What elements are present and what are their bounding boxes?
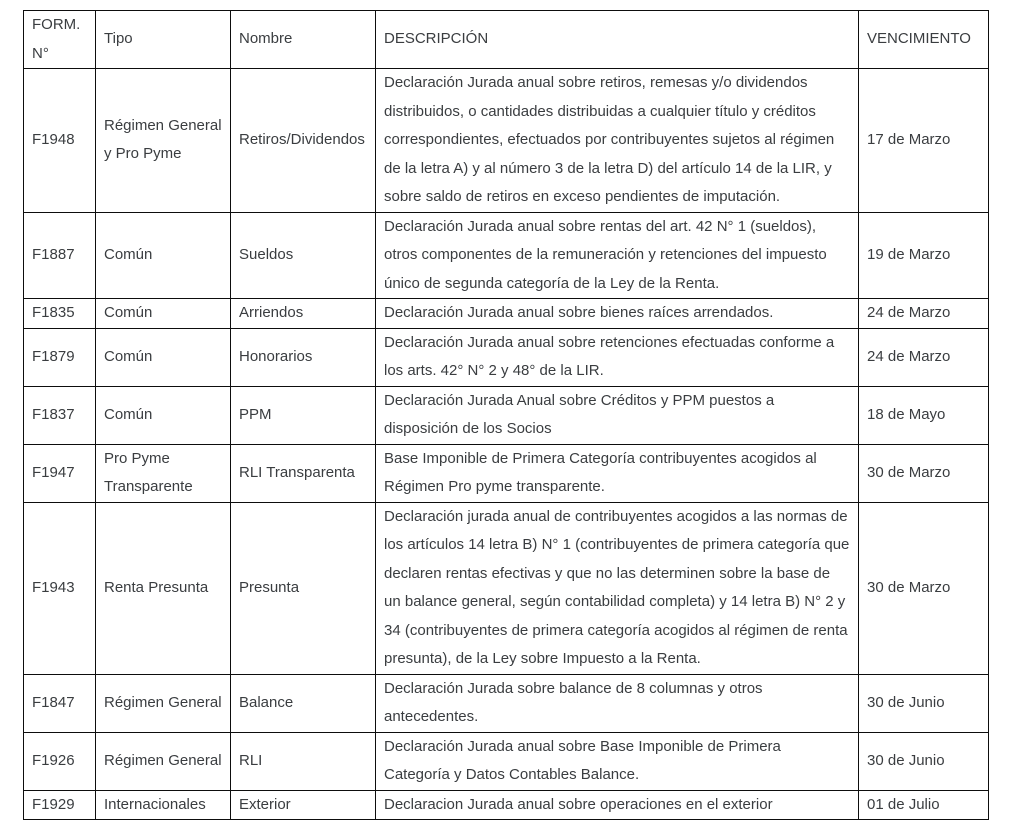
form-number-cell: F1943 xyxy=(24,502,96,674)
column-header-form-number: FORM. N° xyxy=(24,11,96,69)
vencimiento-cell: 30 de Marzo xyxy=(859,444,989,502)
nombre-cell: Balance xyxy=(231,674,376,732)
tipo-cell: Pro Pyme Transparente xyxy=(96,444,231,502)
tipo-cell: Común xyxy=(96,328,231,386)
declaraciones-juradas-table xyxy=(23,10,989,820)
table-row xyxy=(24,502,989,674)
vencimiento-cell: 30 de Junio xyxy=(859,732,989,790)
nombre-cell: Sueldos xyxy=(231,212,376,299)
tipo-cell: Régimen General y Pro Pyme xyxy=(96,69,231,213)
header-row xyxy=(24,11,989,69)
tipo-cell: Común xyxy=(96,212,231,299)
descripcion-cell: Declaración Jurada anual sobre retiros, remesas y/o dividendos distribuidos, o cantidades distribuidas a cualquier título y créditos correspondientes, efectuados por contribuyentes sujetos al régimen de la letra A) y al número 3 de la letra D) del artículo 14 de la LIR, y sobre saldo de retiros en exceso pendientes de imputación. xyxy=(376,69,859,213)
form-number-cell: F1947 xyxy=(24,444,96,502)
nombre-cell: Retiros/Dividendos xyxy=(231,69,376,213)
form-number-cell: F1837 xyxy=(24,386,96,444)
table-row xyxy=(24,674,989,732)
vencimiento-cell: 30 de Junio xyxy=(859,674,989,732)
nombre-cell: Presunta xyxy=(231,502,376,674)
column-header-nombre: Nombre xyxy=(231,11,376,69)
nombre-cell: Honorarios xyxy=(231,328,376,386)
nombre-cell: RLI Transparenta xyxy=(231,444,376,502)
column-header-vencimiento: VENCIMIENTO xyxy=(859,11,989,69)
descripcion-cell: Declaración Jurada Anual sobre Créditos y PPM puestos a disposición de los Socios xyxy=(376,386,859,444)
vencimiento-cell: 18 de Mayo xyxy=(859,386,989,444)
descripcion-cell: Base Imponible de Primera Categoría contribuyentes acogidos al Régimen Pro pyme transparente. xyxy=(376,444,859,502)
table-row xyxy=(24,732,989,790)
table-row xyxy=(24,69,989,213)
descripcion-cell: Declaración Jurada anual sobre bienes raíces arrendados. xyxy=(376,299,859,329)
table-row xyxy=(24,790,989,820)
form-number-cell: F1929 xyxy=(24,790,96,820)
tipo-cell: Común xyxy=(96,299,231,329)
form-number-cell: F1879 xyxy=(24,328,96,386)
tipo-cell: Común xyxy=(96,386,231,444)
nombre-cell: Exterior xyxy=(231,790,376,820)
column-header-descripcion: DESCRIPCIÓN xyxy=(376,11,859,69)
table-row xyxy=(24,212,989,299)
vencimiento-cell: 30 de Marzo xyxy=(859,502,989,674)
descripcion-cell: Declaración Jurada sobre balance de 8 columnas y otros antecedentes. xyxy=(376,674,859,732)
nombre-cell: PPM xyxy=(231,386,376,444)
descripcion-cell: Declaracion Jurada anual sobre operaciones en el exterior xyxy=(376,790,859,820)
form-number-cell: F1887 xyxy=(24,212,96,299)
vencimiento-cell: 24 de Marzo xyxy=(859,328,989,386)
vencimiento-cell: 19 de Marzo xyxy=(859,212,989,299)
form-number-cell: F1926 xyxy=(24,732,96,790)
descripcion-cell: Declaración Jurada anual sobre retenciones efectuadas conforme a los arts. 42° N° 2 y 48° de la LIR. xyxy=(376,328,859,386)
form-number-cell: F1847 xyxy=(24,674,96,732)
nombre-cell: RLI xyxy=(231,732,376,790)
form-number-cell: F1948 xyxy=(24,69,96,213)
tipo-cell: Régimen General xyxy=(96,732,231,790)
tipo-cell: Régimen General xyxy=(96,674,231,732)
table-row xyxy=(24,386,989,444)
form-number-cell: F1835 xyxy=(24,299,96,329)
tipo-cell: Internacionales xyxy=(96,790,231,820)
descripcion-cell: Declaración jurada anual de contribuyentes acogidos a las normas de los artículos 14 letra B) N° 1 (contribuyentes de primera categoría que declaren rentas efectivas y que no las determinen sobre la base de un balance general, según contabilidad completa) y 14 letra B) N° 2 y 34 (contribuyentes de primera categoría acogidos al régimen de renta presunta), de la Ley sobre Impuesto a la Renta. xyxy=(376,502,859,674)
nombre-cell: Arriendos xyxy=(231,299,376,329)
descripcion-cell: Declaración Jurada anual sobre rentas del art. 42 N° 1 (sueldos), otros componentes de la remuneración y retenciones del impuesto único de segunda categoría de la Ley de la Renta. xyxy=(376,212,859,299)
table-row xyxy=(24,444,989,502)
table-row xyxy=(24,328,989,386)
vencimiento-cell: 24 de Marzo xyxy=(859,299,989,329)
table-row xyxy=(24,299,989,329)
descripcion-cell: Declaración Jurada anual sobre Base Imponible de Primera Categoría y Datos Contables Balance. xyxy=(376,732,859,790)
vencimiento-cell: 17 de Marzo xyxy=(859,69,989,213)
tipo-cell: Renta Presunta xyxy=(96,502,231,674)
vencimiento-cell: 01 de Julio xyxy=(859,790,989,820)
column-header-tipo: Tipo xyxy=(96,11,231,69)
